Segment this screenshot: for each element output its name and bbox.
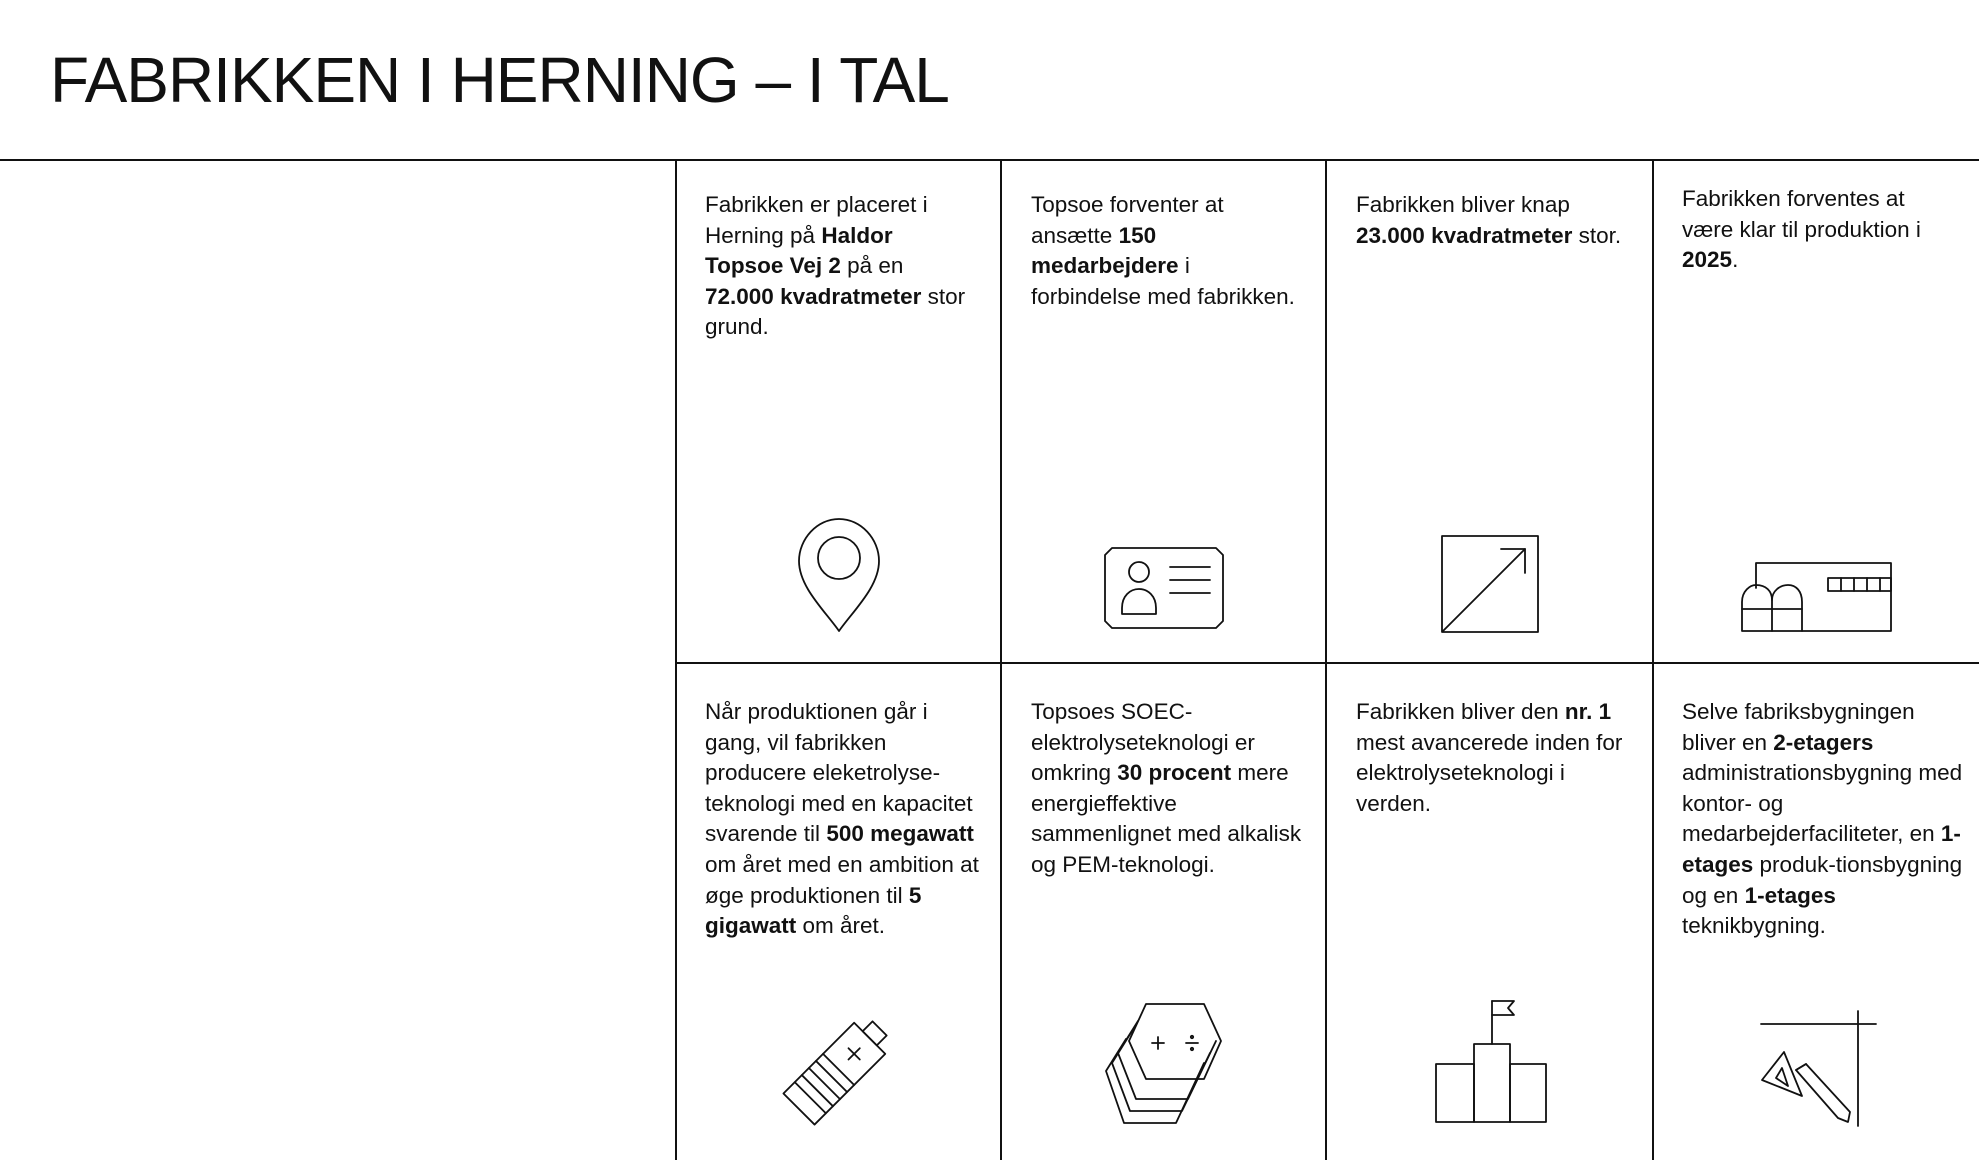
fact-text-segment: Selve fabriksbygningen bliver en [1682,699,1915,755]
fact-text-segment: om året med en ambition at øge produktionen til [705,851,979,908]
page-title: FABRIKKEN I HERNING – I TAL [50,44,949,116]
fact-text-segment: Fabrikken bliver knap [1356,192,1570,217]
id-card-icon [1102,545,1226,633]
fact-highlight: 500 megawatt [826,821,974,847]
fact-text-segment: . [1732,247,1739,273]
fact-text-segment: om året. [796,913,886,939]
column-divider [1652,160,1654,1160]
fact-text-ranking [1356,697,1646,819]
fact-text-segment: på en [840,253,904,279]
fact-text-segment: Når produktionen går i gang, vil fabrikken producere eleketrolyse-teknologi med en kapacitet svarende til [705,699,973,847]
fact-text-segment: i forbindelse med fabrikken. [1031,253,1295,309]
fact-highlight: 72.000 kvadratmeter [705,283,922,309]
fact-text-employees [1031,190,1301,312]
fact-highlight: Haldor Topsoe Vej 2 [705,222,893,279]
stacked-cells-icon [1104,1003,1224,1127]
fact-text-segment: teknikbygning. [1682,913,1826,939]
fact-text-segment: stor grund. [705,283,966,340]
fact-text-segment: Fabrikken forventes at være klar til produktion i [1682,186,1921,242]
drafting-tools-icon [1754,1008,1878,1128]
factory-building-icon [1738,560,1894,634]
fact-text-segment: mere energieffektive sammenlignet med alkalisk og PEM-teknologi. [1031,760,1302,877]
fact-highlight: 2-etagers [1773,729,1874,755]
fact-text-efficiency [1031,697,1306,881]
fact-highlight: 30 procent [1117,760,1232,786]
location-pin-icon [795,515,883,633]
fact-highlight: 1-etages [1682,821,1961,877]
fact-highlight: 5 gigawatt [705,882,922,939]
fact-highlight: 23.000 kvadratmeter [1356,222,1573,248]
area-arrow-icon [1439,533,1541,635]
fact-text-segment: Topsoes SOEC-elektrolyseteknologi er omkring [1031,699,1255,786]
fact-text-ready [1682,184,1962,276]
column-divider [1000,160,1002,1160]
row-divider [675,662,1979,664]
fact-text-area [1356,190,1626,251]
fact-highlight: 150 medarbejdere [1031,222,1179,279]
column-divider [675,160,677,1160]
fact-text-segment: produk-tionsbygning og en [1682,851,1963,908]
column-divider [1325,160,1327,1160]
fact-text-segment: Fabrikken er placeret i Herning på [705,192,928,248]
fact-text-segment: Fabrikken bliver den [1356,699,1565,724]
battery-icon [780,1008,900,1128]
fact-text-capacity [705,697,980,942]
podium-flag-icon [1434,998,1548,1126]
fact-highlight: 2025 [1682,247,1733,273]
fact-text-location [705,190,975,343]
fact-text-segment: stor. [1572,222,1622,248]
fact-highlight: nr. 1 [1564,699,1612,724]
fact-highlight: 1-etages [1744,882,1836,908]
fact-text-segment: Topsoe forventer at ansætte [1031,192,1224,248]
fact-text-buildings [1682,697,1967,942]
fact-text-segment: mest avancerede inden for elektrolyseteknologi i verden. [1356,729,1623,816]
fact-text-segment: administrationsbygning med kontor- og medarbejderfaciliteter, en [1682,760,1963,847]
